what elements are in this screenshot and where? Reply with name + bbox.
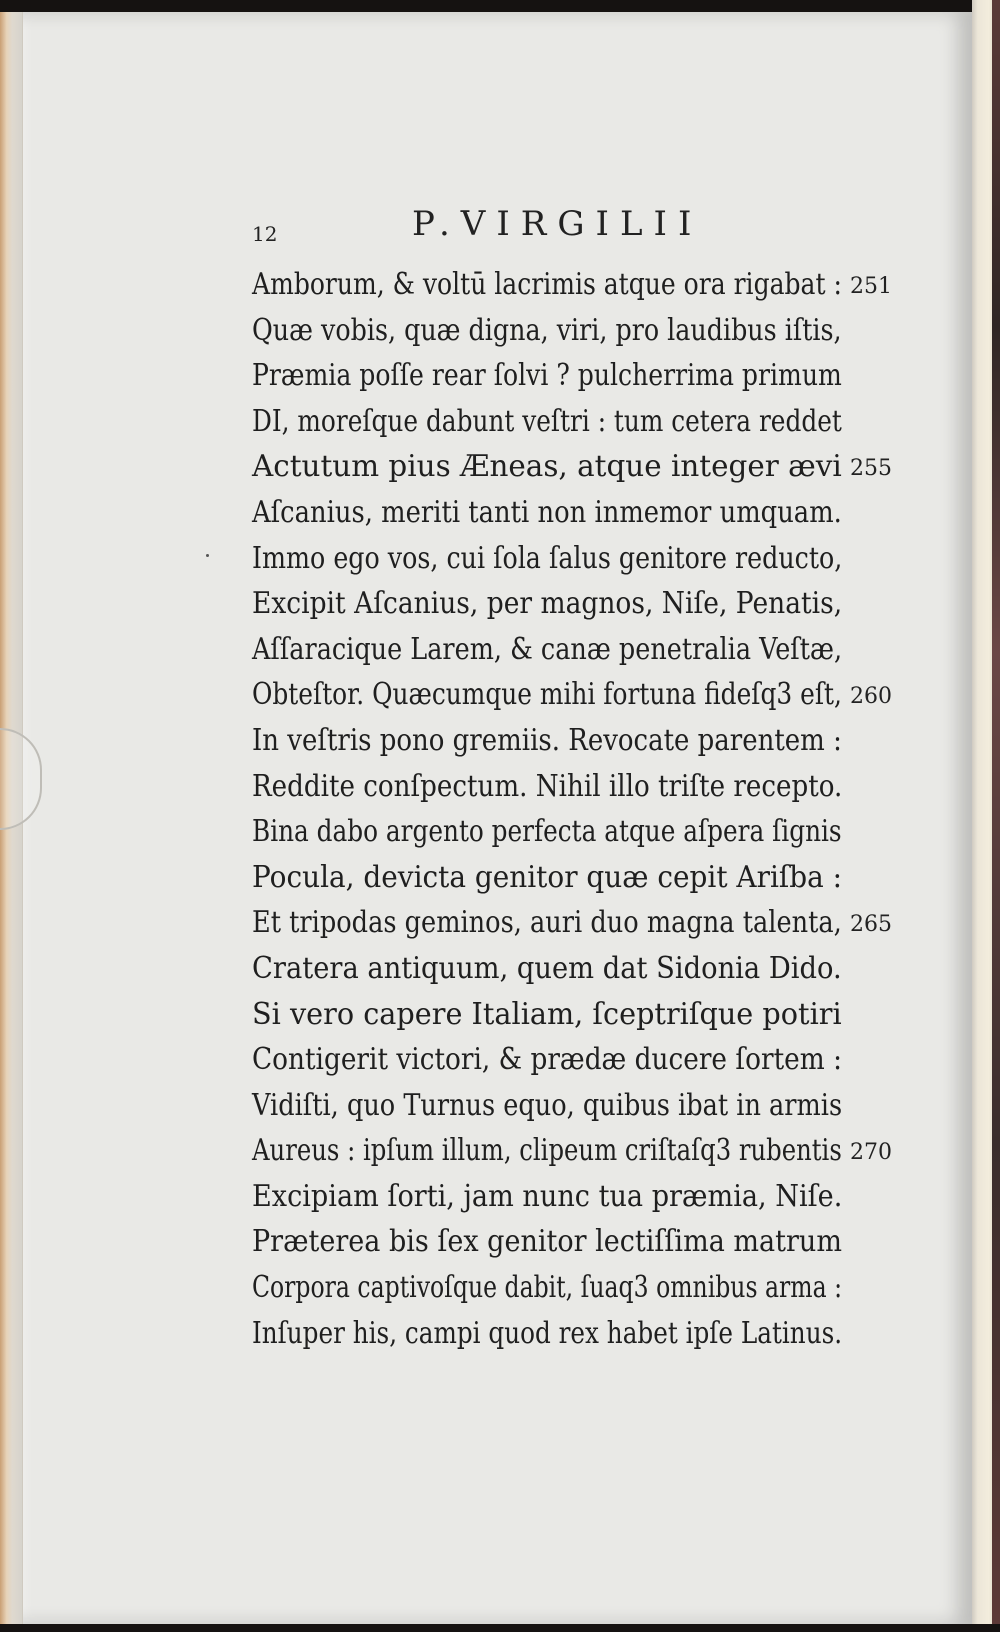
verse-line [252, 900, 892, 946]
verse-text: Immo ego vos, cui ſola ſalus genitore reducto, [252, 540, 843, 576]
verse-text: Aſcanius, meriti tanti non inmemor umquam. [252, 494, 842, 530]
verse-text: Obteſtor. Quæcumque mihi fortuna fideſq3 eſt, [252, 677, 842, 713]
book-binding [992, 0, 1000, 1632]
verse-line [252, 764, 892, 810]
line-number: 255 [850, 456, 892, 482]
verse-text: Si vero capere Italiam, ſceptriſque potiri [252, 996, 842, 1032]
verse-line [252, 855, 892, 901]
paper-speck [206, 554, 209, 557]
bottom-shadow [0, 1624, 1000, 1632]
verse-line [252, 1265, 892, 1311]
verse-text: Cratera antiquum, quem dat Sidonia Dido. [252, 950, 842, 986]
verse-text: Excipiam ſorti, jam nunc tua præmia, Niſe. [252, 1178, 843, 1214]
top-shadow [0, 0, 1000, 12]
verse-text: Pocula, devicta genitor quæ cepit Ariſba : [252, 859, 842, 895]
verse-text: Actutum pius Æneas, atque integer ævi [252, 449, 842, 485]
verse-line [252, 353, 892, 399]
line-number: 251 [850, 274, 892, 299]
line-number: 260 [850, 684, 892, 710]
verse-line [252, 536, 892, 582]
verse-line [252, 490, 892, 536]
verse-line [252, 1219, 892, 1265]
verse-line [252, 946, 892, 992]
verse-line [252, 581, 892, 627]
page-number: 12 [252, 222, 278, 246]
running-head: P.VIRGILII [412, 204, 703, 244]
verse-line [252, 1037, 892, 1083]
verse-text: Vidiſti, quo Turnus equo, quibus ibat in armis [252, 1087, 843, 1123]
verse-line [252, 1174, 892, 1220]
line-number: 265 [850, 912, 892, 938]
verse-line [252, 444, 892, 490]
verse-line [252, 262, 892, 308]
verse-text: Bina dabo argento perfecta atque aſpera ſignis [252, 814, 842, 850]
verse-line [252, 672, 892, 718]
verse-text: Quæ vobis, quæ digna, viri, pro laudibus iſtis, [252, 312, 842, 348]
verse-text: Reddite conſpectum. Nihil illo triſte recepto. [252, 768, 843, 804]
verse-line [252, 1311, 892, 1357]
verse-text: Aureus : ipſum illum, clipeum criſtaſq3 rubentis [252, 1133, 842, 1169]
verse-line [252, 718, 892, 764]
verse-text: In veſtris pono gremiis. Revocate parentem : [252, 722, 842, 758]
verse-line [252, 308, 892, 354]
verse-line [252, 627, 892, 673]
verse-line [252, 1128, 892, 1174]
verse-line [252, 809, 892, 855]
verse-line [252, 992, 892, 1038]
verse-text: Præterea bis ſex genitor lectiſſima matrum [252, 1224, 842, 1260]
verse-text: Amborum, & voltū lacrimis atque ora rigabat : [252, 267, 842, 302]
verse-text: Præmia poſſe rear ſolvi ? pulcherrima primum [252, 358, 842, 394]
verse-line [252, 1083, 892, 1129]
verse-text: Contigerit victori, & prædæ ducere ſortem : [252, 1042, 842, 1078]
verse-text: Et tripodas geminos, auri duo magna talenta, [252, 905, 842, 941]
verse-text: DI, moreſque dabunt veſtri : tum cetera reddet [252, 403, 842, 439]
verse-text: Aſſaracique Larem, & canæ penetralia Veſtæ, [252, 631, 843, 667]
verse-block [252, 262, 892, 1356]
verse-text: Inſuper his, campi quod rex habet ipſe Latinus. [252, 1315, 843, 1351]
verse-text: Corpora captivoſque dabit, ſuaq3 omnibus arma : [252, 1270, 843, 1306]
verse-text: Excipit Aſcanius, per magnos, Niſe, Penatis, [252, 586, 843, 622]
line-number: 270 [850, 1140, 892, 1166]
verse-line [252, 399, 892, 445]
